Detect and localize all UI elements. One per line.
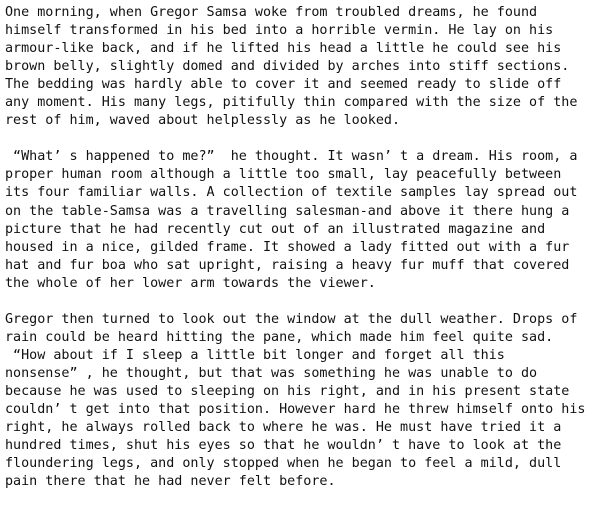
text-line: any moment. His many legs, pitifully thin compared with the size of the xyxy=(5,95,578,111)
text-line: right, he always rolled back to where he was. He must have tried it a xyxy=(5,420,562,436)
text-line: “How about if I sleep a little bit longer and forget all this xyxy=(5,347,505,363)
text-line: the whole of her lower arm towards the viewer. xyxy=(5,275,376,291)
text-line: pain there that he had never felt before. xyxy=(5,474,336,490)
text-line: One morning, when Gregor Samsa woke from troubled dreams, he found xyxy=(5,5,538,20)
text-line: floundering legs, and only stopped when he began to feel a mild, dull xyxy=(5,456,562,472)
paragraph-2 xyxy=(5,148,607,292)
text-line: on the table-Samsa was a travelling salesman-and above it there hung a xyxy=(5,203,570,219)
text-line: Gregor then turned to look out the window at the dull weather. Drops of xyxy=(5,311,578,327)
text-line: hundred times, shut his eyes so that he wouldn’ t have to look at the xyxy=(5,438,562,454)
text-line: couldn’ t get into that position. However hard he threw himself onto his xyxy=(5,402,586,418)
text-line: proper human room although a little too small, lay peacefully between xyxy=(5,167,562,183)
text-line: The bedding was hardly able to cover it and seemed ready to slide off xyxy=(5,77,562,93)
text-line: picture that he had recently cut out of an illustrated magazine and xyxy=(5,221,546,237)
text-line: rest of him, waved about helplessly as he looked. xyxy=(5,113,401,129)
text-line: rain could be heard hitting the pane, which made him feel quite sad. xyxy=(5,329,554,345)
text-line: because he was used to sleeping on his right, and in his present state xyxy=(5,383,570,399)
paragraph-3 xyxy=(5,311,607,491)
text-line: hat and fur boa who sat upright, raising a heavy fur muff that covered xyxy=(5,257,570,273)
text-line: “What’ s happened to me?” he thought. It wasn’ t a dream. His room, a xyxy=(5,149,578,165)
text-line: nonsense” , he thought, but that was something he was unable to do xyxy=(5,365,538,381)
document-body xyxy=(5,4,607,509)
text-line: himself transformed in his bed into a horrible vermin. He lay on his xyxy=(5,23,554,39)
text-line: its four familiar walls. A collection of textile samples lay spread out xyxy=(5,185,578,201)
text-line: brown belly, slightly domed and divided by arches into stiff sections. xyxy=(5,59,570,75)
text-line: housed in a nice, gilded frame. It showed a lady fitted out with a fur xyxy=(5,239,570,255)
text-line: armour-like back, and if he lifted his head a little he could see his xyxy=(5,41,562,57)
paragraph-1 xyxy=(5,4,607,130)
